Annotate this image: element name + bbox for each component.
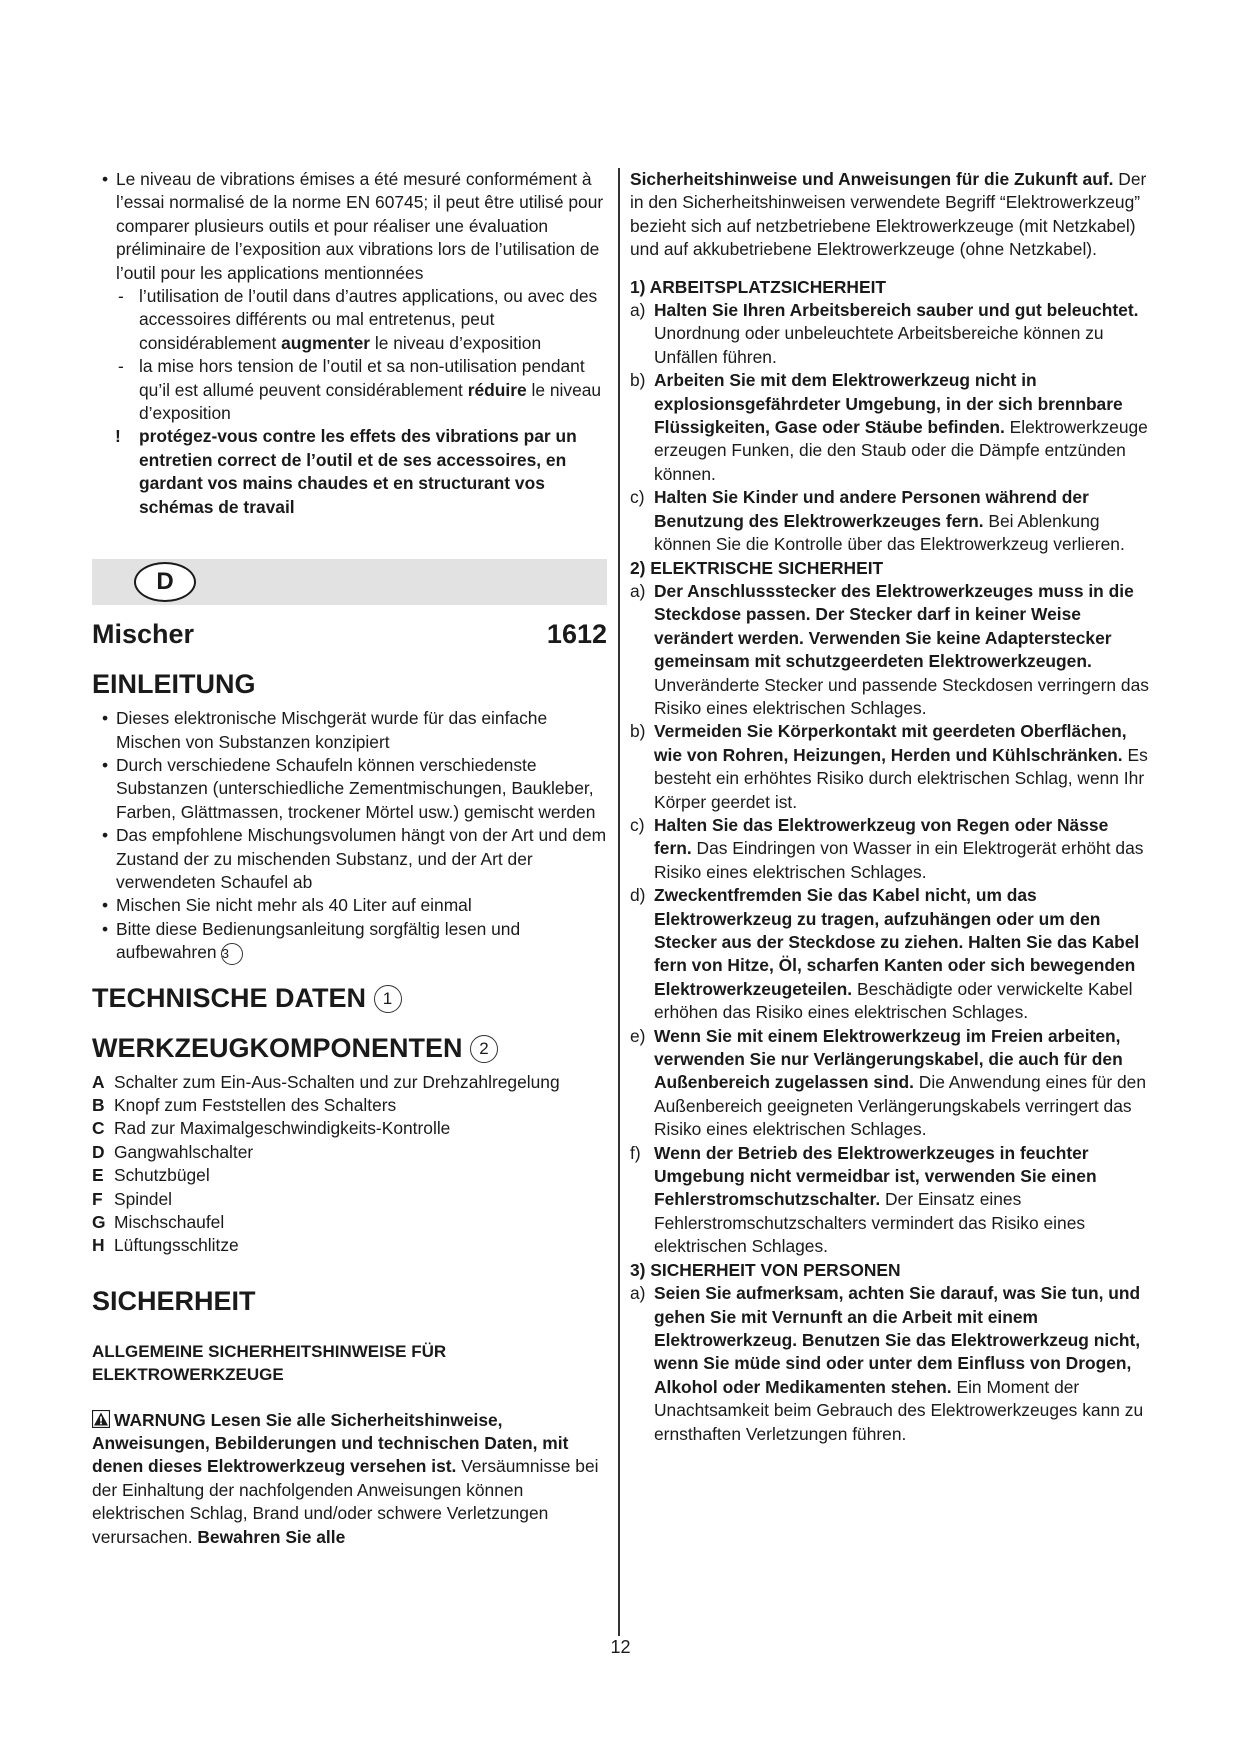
heading-safety: SICHERHEIT [92, 1285, 256, 1316]
subheading-general-safety: ALLGEMEINE SICHERHEITSHINWEISE FÜR ELEKTROWERKZEUGE [92, 1341, 447, 1385]
product-number: 1612 [546, 619, 607, 650]
component-item: D Gangwahlschalter [92, 1141, 254, 1162]
list-item: a) Halten Sie Ihren Arbeitsbereich sauber und gut beleuchtet. Unordnung oder unbeleuchtete Arbeitsbereiche können zu Unfällen führen. [630, 300, 1139, 367]
language-bar [92, 559, 607, 605]
warning-icon [92, 1410, 110, 1428]
component-item: C Rad zur Maximalgeschwindigkeits-Kontrolle [92, 1118, 451, 1139]
list-item: c) Halten Sie das Elektrowerkzeug von Regen oder Nässe fern. Das Eindringen von Wasser in ein Elektrogerät erhöht das Risiko eines elektrischen Schlages. [630, 814, 1144, 882]
list-item: • Mischen Sie nicht mehr als 40 Liter auf einmal [92, 894, 607, 917]
vibration-bullet: • Le niveau de vibrations émises a été mesuré conformément à l’essai normalisé de la norme EN 60745; il peut être utilisé pour comparer plusieurs outils et pour réaliser une évaluation préliminaire de l’exposition aux vibrations lors de l’utilisation de l’outil pour les applications mentionnées [92, 168, 607, 285]
component-item: B Knopf zum Feststellen des Schalters [92, 1094, 397, 1115]
language-badge: D [134, 562, 196, 602]
product-title-row [92, 617, 607, 651]
list-item: a) Der Anschlussstecker des Elektrowerkzeuges muss in die Steckdose passen. Der Stecker darf in keiner Weise verändert werden. Verwenden Sie keine Adapterstecker gemeinsam mit schutzgeerdeten Elektrowerkzeugen. Unveränderte Stecker und passende Steckdosen verringern das Risiko eines elektrischen Schlages. [630, 580, 1149, 718]
intro-list [92, 707, 607, 964]
vibration-dash-2: - la mise hors tension de l’outil et sa non-utilisation pendant qu’il est allumé peuvent considérablement réduire le niveau d’exposition [92, 355, 607, 425]
heading-introduction: EINLEITUNG [92, 669, 256, 700]
vibration-dash-1: - l’utilisation de l’outil dans d’autres applications, ou avec des accessoires différents ou mal entretenus, peut considérablement augmenter le niveau d’exposition [92, 285, 607, 355]
component-item: H Lüftungsschlitze [92, 1235, 239, 1256]
list-item: a) Seien Sie aufmerksam, achten Sie darauf, was Sie tun, und gehen Sie mit Vernunft an die Arbeit mit einem Elektrowerkzeug. Benutzen Sie das Elektrowerkzeug nicht, wenn Sie müde sind oder unter dem Einfluss von Drogen, Alkohol oder Medikamenten stehen. Ein Moment der Unachtsamkeit beim Gebrauch des Elektrowerkzeuges kann zu ernsthaften Verletzungen führen. [630, 1283, 1144, 1444]
heading-technical-data: TECHNISCHE DATEN 1 [92, 981, 607, 1015]
list-item: • Durch verschiedene Schaufeln können verschiedenste Substanzen (unterschiedliche Zementmischungen, Baukleber, Farben, Glättmassen, trockener Mörtel usw.) gemischt werden [92, 754, 607, 824]
left-column [92, 168, 607, 1549]
list-item: b) Vermeiden Sie Körperkontakt mit geerdeten Oberflächen, wie von Rohren, Heizungen, Herden und Kühlschränken. Es besteht ein erhöhtes Risiko durch elektrischen Schlag, wenn Ihr Körper geerdet ist. [630, 721, 1148, 812]
section-workplace-safety: 1) ARBEITSPLATZSICHERHEIT [630, 276, 887, 297]
list-item: f) Wenn der Betrieb des Elektrowerkzeuges in feuchter Umgebung nicht vermeidbar ist, verwenden Sie einen Fehlerstromschutzschalter. Der Einsatz eines Fehlerstromschutzschalters vermindert das Risiko eines elektrischen Schlages. [630, 1142, 1097, 1257]
product-name: Mischer [92, 619, 195, 650]
list-item: b) Arbeiten Sie mit dem Elektrowerkzeug nicht in explosionsgefährdeter Umgebung, in der sich brennbare Flüssigkeiten, Gase oder Stäube befinden. Elektrowerkzeuge erzeugen Funken, die den Staub oder die Dämpfe entzünden können. [630, 370, 1148, 484]
vibration-warning: ! protégez-vous contre les effets des vibrations par un entretien correct de l’outil et de ses accessoires, en gardant vos mains chaudes et en structurant vos schémas de travail [92, 425, 607, 519]
right-column [630, 168, 1150, 1446]
component-item: F Spindel [92, 1188, 173, 1209]
section-personal-safety: 3) SICHERHEIT VON PERSONEN [630, 1259, 901, 1280]
section-electrical-safety: 2) ELEKTRISCHE SICHERHEIT [630, 557, 884, 578]
heading-components: WERKZEUGKOMPONENTEN 2 [92, 1031, 607, 1065]
list-item: e) Wenn Sie mit einem Elektrowerkzeug im Freien arbeiten, verwenden Sie nur Verlängerungskabel, die auch für den Außenbereich zugelassen sind. Die Anwendung eines für den Außenbereich geeigneten Verlängerungskabels verringert das Risiko eines elektrischen Schlages. [630, 1025, 1147, 1140]
page-number: 12 [610, 1637, 631, 1657]
figure-ref-2: 2 [470, 1035, 498, 1063]
component-item: G Mischschaufel [92, 1212, 225, 1232]
figure-ref-3: 3 [221, 943, 243, 965]
figure-ref-1: 1 [374, 985, 402, 1013]
list-item: • Bitte diese Bedienungsanleitung sorgfältig lesen und aufbewahren 3 [92, 918, 607, 965]
components-list [92, 1071, 607, 1258]
list-item: c) Halten Sie Kinder und andere Personen während der Benutzung des Elektrowerkzeuges fern. Bei Ablenkung können Sie die Kontrolle über das Elektrowerkzeug verlieren. [630, 487, 1125, 555]
safety-continuation: Sicherheitshinweise und Anweisungen für die Zukunft auf. Der in den Sicherheitshinweisen verwendete Begriff “Elektrowerkzeug” bezieht sich auf netzbetriebene Elektrowerkzeuge (mit Netzkabel) und auf akkubetriebene Elektrowerkzeuge (ohne Netzkabel). [630, 169, 1147, 260]
list-item: • Dieses elektronische Mischgerät wurde für das einfache Mischen von Substanzen konzipiert [92, 707, 607, 754]
warning-paragraph: WARNUNG Lesen Sie alle Sicherheitshinweise, Anweisungen, Bebilderungen und technischen Daten, mit denen dieses Elektrowerkzeug versehen ist. Versäumnisse bei der Einhaltung der nachfolgenden Anweisungen können elektrischen Schlag, Brand und/oder schwere Verletzungen verursachen. Bewahren Sie alle [92, 1409, 599, 1547]
component-item: E Schutzbügel [92, 1165, 210, 1186]
list-item: • Das empfohlene Mischungsvolumen hängt von der Art und dem Zustand der zu mischenden Substanz, und der Art der verwendeten Schaufel ab [92, 824, 607, 894]
component-item: A Schalter zum Ein-Aus-Schalten und zur Drehzahlregelung [92, 1071, 560, 1092]
column-divider [618, 168, 620, 1636]
list-item: d) Zweckentfremden Sie das Kabel nicht, um das Elektrowerkzeug zu tragen, aufzuhängen oder um den Stecker aus der Steckdose zu ziehen. Halten Sie das Kabel fern von Hitze, Öl, scharfen Kanten oder sich bewegenden Elektrowerkzeugeteilen. Beschädigte oder verwickelte Kabel erhöhen das Risiko eines elektrischen Schlages. [630, 885, 1140, 1023]
